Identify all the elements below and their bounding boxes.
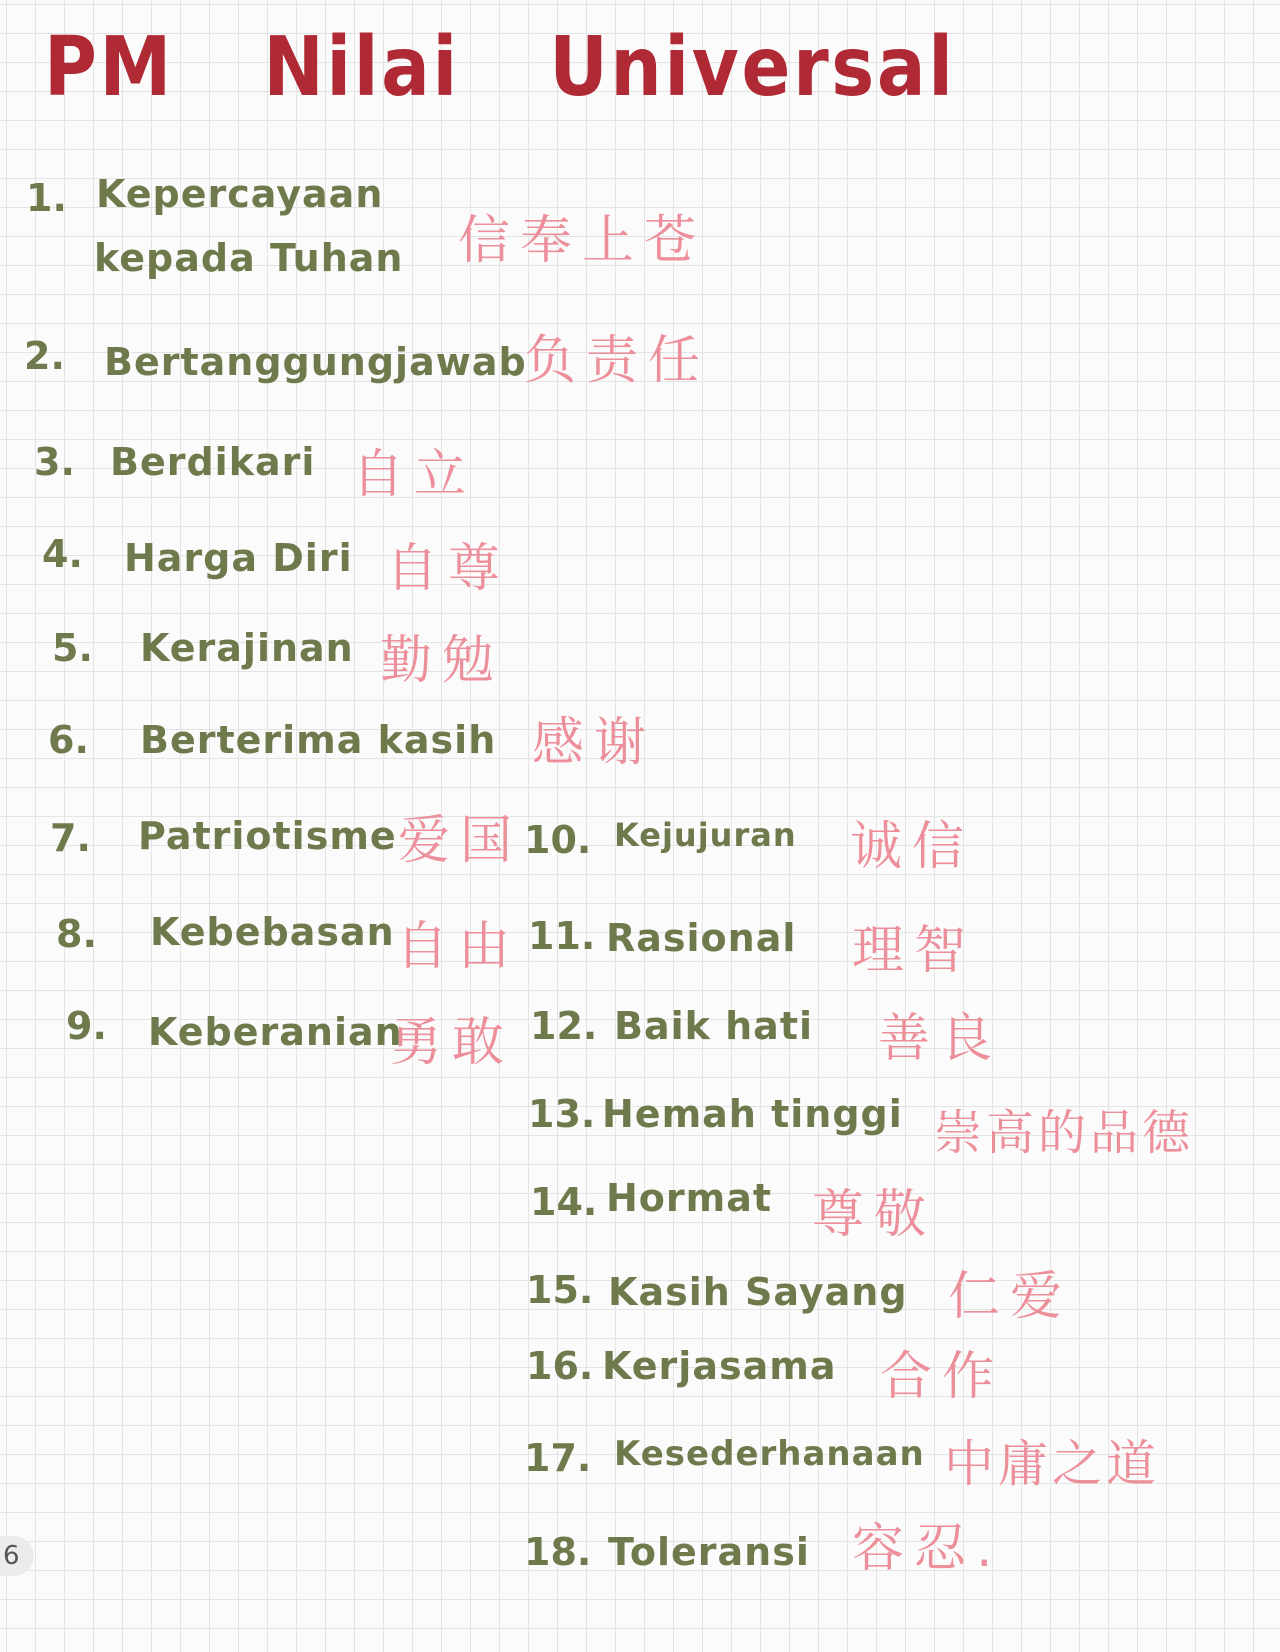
list-item [526, 1268, 593, 1312]
page-number-badge: 6 [0, 1536, 34, 1576]
item-number: 18. [524, 1530, 592, 1574]
list-item [24, 334, 65, 378]
item-chinese: 负责任 [524, 331, 711, 391]
item-label: Patriotisme [138, 814, 397, 858]
page-title: PM Nilai Universal [44, 20, 956, 115]
item-chinese: 爱国 [398, 811, 523, 871]
item-label: Kepercayaan [96, 172, 384, 216]
list-item [530, 1180, 597, 1224]
item-number: 14. [530, 1180, 598, 1224]
item-chinese: 自尊 [386, 539, 511, 599]
item-chinese: 合作 [880, 1347, 1005, 1407]
item-chinese: 崇高的品德 [934, 1105, 1195, 1161]
item-number: 7. [50, 816, 91, 860]
item-label: Hemah tinggi [602, 1092, 903, 1136]
item-number: 16. [526, 1344, 594, 1388]
item-label: Kerjasama [602, 1344, 837, 1388]
list-item [56, 912, 97, 956]
list-item [42, 532, 83, 576]
item-chinese: 中庸之道 [944, 1435, 1160, 1493]
item-label: Harga Diri [124, 536, 353, 580]
item-chinese: 尊敬 [812, 1185, 937, 1245]
item-label: Bertanggungjawab [104, 340, 527, 384]
list-item [26, 176, 67, 220]
item-chinese: 诚信 [850, 817, 975, 877]
item-label: Hormat [606, 1176, 773, 1220]
item-chinese: 感谢 [532, 713, 657, 773]
item-label: Kebebasan [150, 910, 395, 954]
item-chinese: 信奉上苍 [458, 211, 707, 271]
item-chinese: 自由 [396, 917, 521, 977]
list-item [52, 626, 93, 670]
item-number: 9. [66, 1004, 107, 1048]
item-label: Rasional [606, 916, 797, 960]
list-item [50, 816, 91, 860]
item-label: Berdikari [110, 440, 316, 484]
item-label: Berterima kasih [140, 718, 497, 762]
list-item [526, 1344, 593, 1388]
item-number: 3. [34, 440, 75, 484]
item-chinese: 勤勉 [380, 631, 505, 691]
item-label: Baik hati [614, 1004, 814, 1048]
item-label: Kerajinan [140, 626, 354, 670]
item-label: Keberanian [148, 1010, 403, 1054]
list-item [66, 1004, 107, 1048]
item-chinese: 善良 [878, 1009, 1003, 1069]
item-label: Kejujuran [614, 816, 797, 854]
item-label: kepada Tuhan [94, 236, 404, 280]
list-item [530, 1004, 597, 1048]
list-item [34, 440, 75, 484]
item-number: 6. [48, 718, 89, 762]
item-number: 1. [26, 176, 67, 220]
item-number: 10. [524, 818, 592, 862]
item-number: 11. [528, 914, 596, 958]
item-chinese: 仁爱 [948, 1267, 1073, 1327]
item-number: 8. [56, 912, 97, 956]
list-item [524, 1530, 591, 1574]
item-number: 15. [526, 1268, 594, 1312]
list-item [528, 914, 595, 958]
item-label: Kasih Sayang [608, 1270, 908, 1314]
item-label: Kesederhanaan [614, 1434, 925, 1474]
item-chinese: 自立 [352, 445, 477, 505]
item-label: Toleransi [608, 1530, 810, 1574]
item-number: 2. [24, 334, 65, 378]
item-number: 17. [524, 1436, 592, 1480]
list-item [524, 1436, 591, 1480]
item-chinese: 勇敢 [390, 1013, 515, 1073]
list-item [48, 718, 89, 762]
item-number: 5. [52, 626, 93, 670]
item-chinese: 理智 [852, 921, 977, 981]
item-chinese: 容忍. [852, 1519, 1003, 1579]
item-number: 13. [528, 1092, 596, 1136]
list-item [528, 1092, 595, 1136]
list-item [524, 818, 591, 862]
item-number: 4. [42, 532, 83, 576]
item-number: 12. [530, 1004, 598, 1048]
